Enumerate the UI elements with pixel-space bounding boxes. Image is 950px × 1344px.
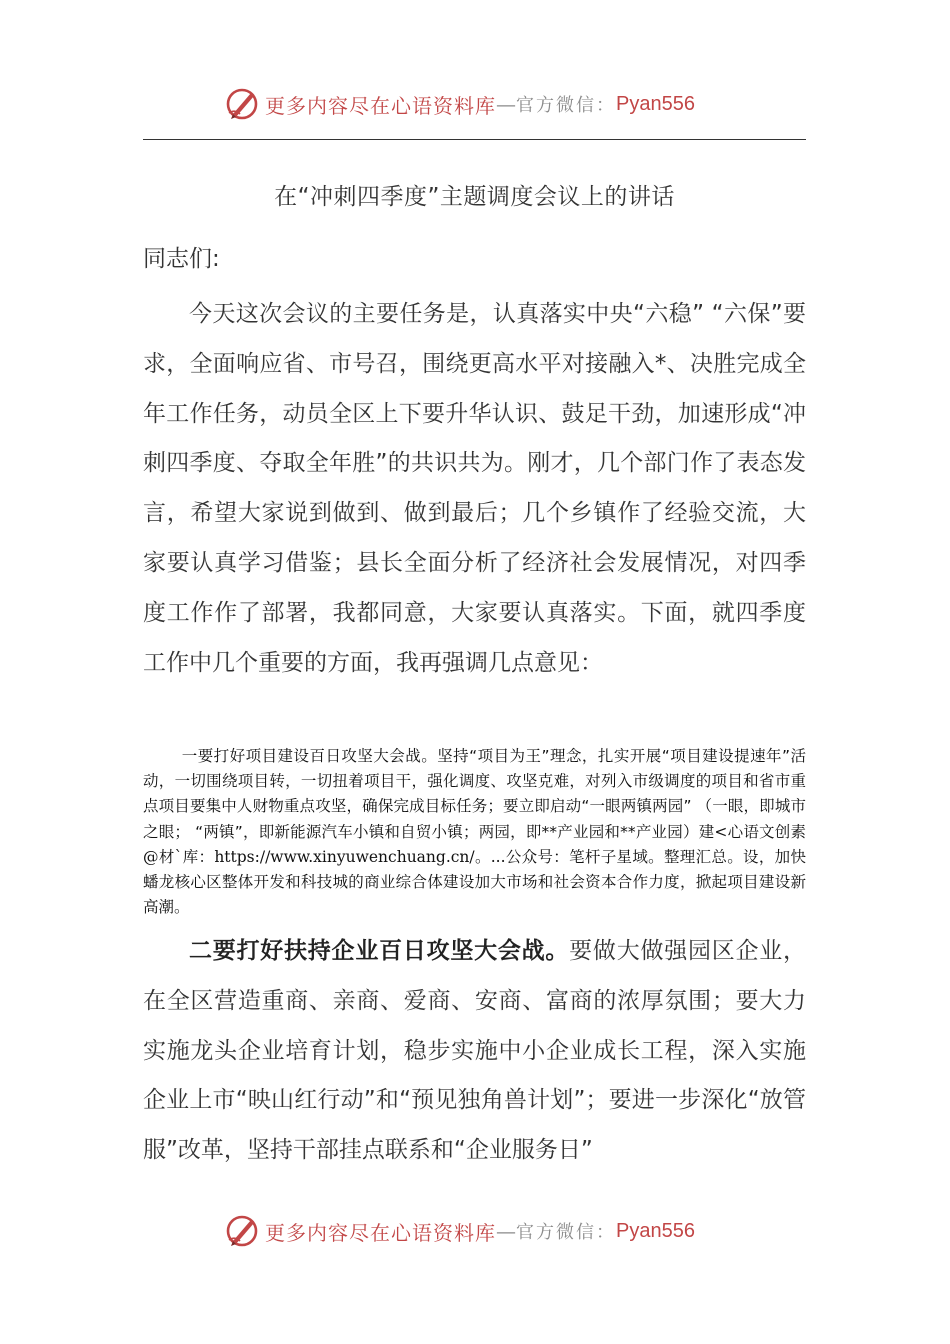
source-link-text: <心语文创素@材`库：https://www.xinyuwenchuang.cn/。... xyxy=(143,822,806,866)
header-slogan: 更多内容尽在心语资料库 xyxy=(265,93,496,118)
point-one-text: 一要打好项目建设百日攻坚大会战。坚持“项目为王”理念，扎实开展“项目建设提速年”活动，一切围绕项目转，一切扭着项目干，强化调度、攻坚克难，对列入市级调度的项目和省市重点项目要集中人财物重点攻坚，确保完成目标任务；要立即启动“一眼两镇两园” （一眼，即城市之眼； “两镇”，即新能源汽车小镇和自贸小镇；两园，即**产业园和**产业园）建 xyxy=(143,747,806,841)
paragraph-point-one xyxy=(143,744,806,920)
footer-separator: — xyxy=(496,1219,516,1243)
paragraph-point-two xyxy=(143,927,806,1176)
footer-official-label: 官方微信： xyxy=(516,1222,616,1243)
document-title: 在“冲刺四季度”主题调度会议上的讲话 xyxy=(274,184,675,210)
header-official-label: 官方微信： xyxy=(516,95,616,116)
footer-banner[interactable] xyxy=(225,1211,745,1251)
footer-slogan: 更多内容尽在心语资料库 xyxy=(265,1220,496,1245)
pen-on-circle-logo-icon xyxy=(225,1214,259,1248)
paragraph-intro: 今天这次会议的主要任务是，认真落实中央“六稳” “六保”要求，全面响应省、市号召，围绕更高水平对接融入*、决胜完成全年工作任务，动员全区上下要升华认识、鼓足干劲，加速形成“冲刺四季度、夺取全年胜”的共识共为。刚才，几个部门作了表态发言，希望大家说到做到、做到最后；几个乡镇作了经验交流，大家要认真学习借鉴；县长全面分析了经济社会发展情况，对四季度工作作了部署，我都同意，大家要认真落实。下面，就四季度工作中几个重要的方面，我再强调几点意见： xyxy=(143,301,806,676)
footer-wechat-id: Pyan556 xyxy=(616,1219,695,1242)
header-separator: — xyxy=(496,92,516,116)
header-divider xyxy=(143,139,806,140)
greeting: 同志们: xyxy=(143,246,220,272)
header-banner[interactable] xyxy=(225,84,745,124)
header-wechat-id: Pyan556 xyxy=(616,92,695,115)
point-two-body: 要做大做强园区企业，在全区营造重商、亲商、爱商、安商、富商的浓厚氛围；要大力实施龙头企业培育计划，稳步实施中小企业成长工程，深入实施企业上市“映山红行动”和“预见独角兽计划”；要进一步深化“放管服”改革，坚持干部挂点联系和“企业服务日” xyxy=(143,938,807,1164)
pen-on-circle-logo-icon xyxy=(225,87,259,121)
point-two-heading: 二要打好扶持企业百日攻坚大会战。 xyxy=(189,938,570,964)
point-one-text-cont: 公众号：笔杆子星域。整理汇总。设，加快蟠龙核心区整体开发和科技城的商业综合体建设加大市场和社会资本合作力度，掀起项目建设新高潮。 xyxy=(143,847,806,917)
